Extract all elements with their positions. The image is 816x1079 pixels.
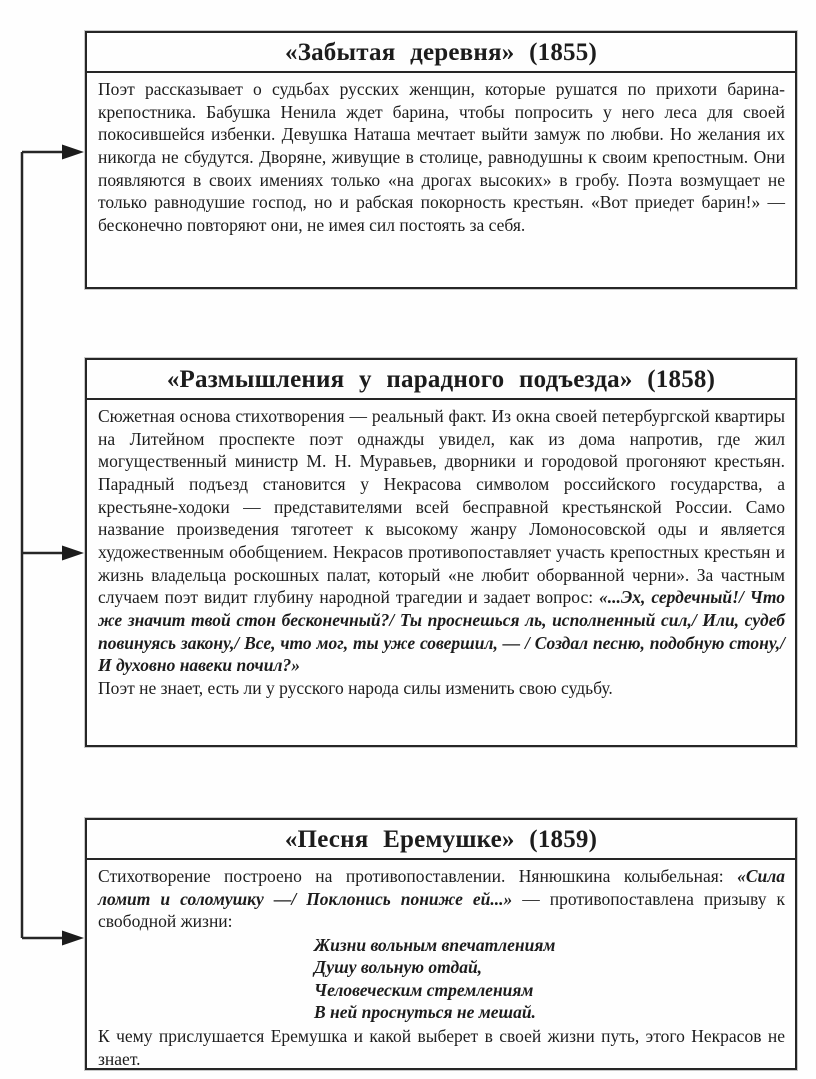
poem-title: «Размышления у парадного подъезда» (1858) xyxy=(87,360,795,400)
poem-box-zabytaya-derevnya xyxy=(85,31,797,289)
verse-line: Жизни вольным впечатлениям xyxy=(314,934,556,955)
poem-summary xyxy=(87,400,795,704)
arrow-right-icon xyxy=(62,145,84,160)
poem-box-pesnya-eremushke xyxy=(85,818,797,1070)
verse-line: В ней проснуться не мешай. xyxy=(314,1002,536,1023)
poem-summary xyxy=(87,860,795,1074)
verse-quote xyxy=(314,934,785,1024)
verse-line: Душу вольную отдай, xyxy=(314,957,483,978)
poem-summary xyxy=(87,73,795,241)
summary-paragraph: Поэт не знает, есть ли у русского народа силы изменить свою судьбу. xyxy=(98,677,613,698)
summary-paragraph: Сюжетная основа стихотворения — реальный факт. Из окна своей петербургской квартиры на Литейном проспекте поэт однажды увидел, как из дома напротив, где жил могущественный министр М. Н. Муравьев, дворники и городовой прогоняют крестьян. Парадный подъезд становится у Некрасова символом российского государства, а крестьяне-ходоки — представителями всей бесправной крестьянской России. Само название произведения тяготеет к высокому жанру Ломоносовской оды и является художественным обобщением. Некрасов противопоставляет участь крепостных крестьян и жизнь владельца роскошных палат, который «не любит оборванной черни». За частным случаем поэт видит глубину народной трагедии и задает вопрос: «...Эх, сердечный!/ Что же значит твой стон бесконечный?/ Ты проснешься ль, исполненный сил,/ Или, судеб повинуясь закону,/ Все, что мог, ты уже совершил, — / Создал песню, подобную стону,/ И духовно навеки почил?» xyxy=(98,406,785,676)
summary-paragraph: К чему прислушается Еремушка и какой выберет в своей жизни путь, этого Некрасов не знает. xyxy=(98,1025,785,1069)
arrow-right-icon xyxy=(62,931,84,946)
connector-arrows xyxy=(0,0,90,1079)
summary-paragraph: Поэт рассказывает о судьбах русских женщин, которые рушатся по прихоти барина-крепостника. Бабушка Ненила ждет барина, чтобы попросить у него леса для своей покосившейся избенки. Девушка Наташа мечтает выйти замуж по любви. Но желания их никогда не сбудутся. Дворяне, живущие в столице, равнодушны к своим крепостным. Они появляются в своих имениях только «на дрогах высоких» в гробу. Поэта возмущает не только равнодушие господ, но и рабская покорность крестьян. «Вот приедет барин!» — бесконечно повторяют они, не имея сил постоять за себя. xyxy=(98,79,785,235)
poem-title: «Песня Еремушке» (1859) xyxy=(87,820,795,860)
poem-box-razmyshleniya-u-podezda xyxy=(85,358,797,747)
arrow-right-icon xyxy=(62,546,84,561)
summary-paragraph: Стихотворение построено на противопоставлении. Нянюшкина колыбельная: «Сила ломит и соломушку —/ Поклонись пониже ей...» — противопоставлена призыву к свободной жизни: xyxy=(98,866,785,932)
poem-title: «Забытая деревня» (1855) xyxy=(87,33,795,73)
verse-line: Человеческим стремлениям xyxy=(314,979,534,1000)
